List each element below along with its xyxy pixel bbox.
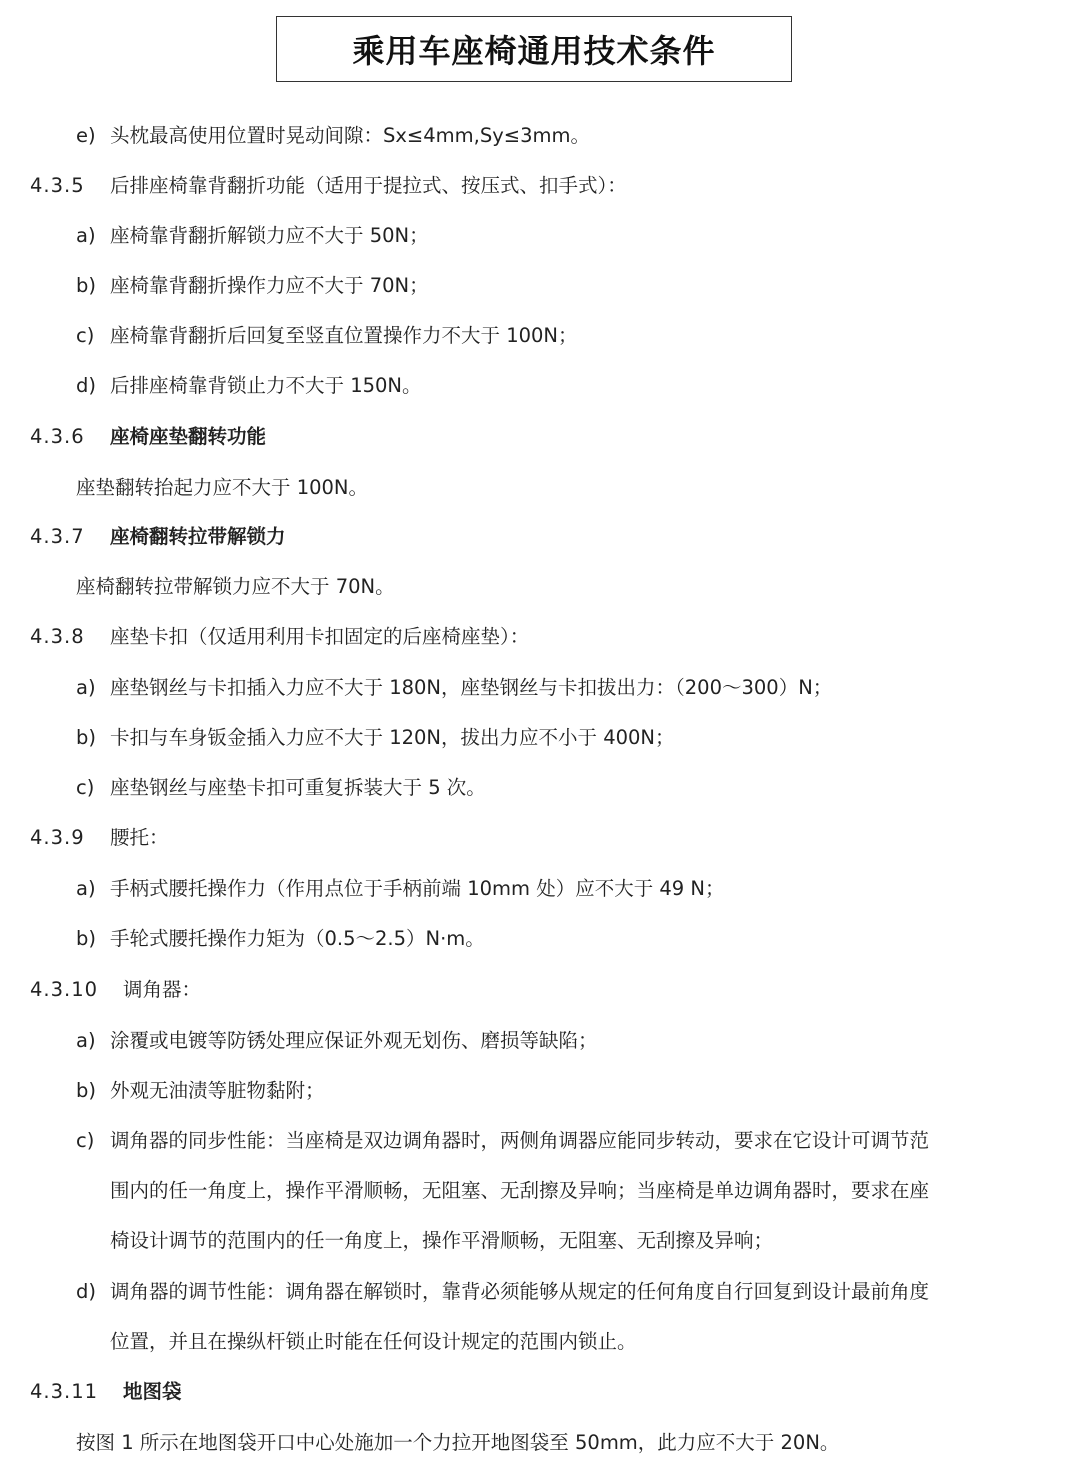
section-number: 4.3.5	[30, 174, 85, 197]
item-text: 座垫钢丝与卡扣插入力应不大于 180N，座垫钢丝与卡扣拔出力：（200～300）N；	[110, 676, 833, 699]
section-title: 后排座椅靠背翻折功能（适用于提拉式、按压式、扣手式）：	[110, 174, 627, 197]
list-item	[76, 372, 422, 400]
paragraph: 座椅翻转拉带解锁力应不大于 70N。	[76, 575, 395, 598]
item-label: e)	[76, 124, 96, 147]
item-label: d)	[76, 374, 96, 397]
section-heading	[30, 623, 529, 651]
item-label: b)	[76, 927, 96, 950]
document-title: 乘用车座椅通用技术条件	[276, 16, 792, 82]
list-item	[76, 1027, 598, 1055]
section-heading	[30, 1378, 182, 1406]
section-title: 座垫卡扣（仅适用利用卡扣固定的后座椅座垫）：	[110, 625, 530, 648]
item-text: 座椅靠背翻折后回复至竖直位置操作力不大于 100N；	[110, 324, 578, 347]
list-item	[76, 774, 486, 802]
section-heading	[30, 976, 201, 1004]
section-heading	[30, 423, 266, 451]
section-title: 座椅座垫翻转功能	[110, 425, 267, 448]
item-label: c)	[76, 1129, 95, 1152]
item-text: 座椅靠背翻折解锁力应不大于 50N；	[110, 224, 429, 247]
section-title: 座椅翻转拉带解锁力	[110, 525, 286, 548]
item-text: 卡扣与车身钣金插入力应不大于 120N，拔出力应不小于 400N；	[110, 726, 675, 749]
item-continuation: 位置，并且在操纵杆锁止时能在任何设计规定的范围内锁止。	[110, 1330, 637, 1353]
item-text: 调角器的同步性能：当座椅是双边调角器时，两侧角调器应能同步转动，要求在它设计可调节范	[110, 1129, 930, 1152]
item-continuation: 椅设计调节的范围内的任一角度上，操作平滑顺畅，无阻塞、无刮擦及异响；	[110, 1229, 774, 1252]
list-item	[76, 724, 675, 752]
section-title: 地图袋	[123, 1380, 182, 1403]
section-title: 调角器：	[123, 978, 202, 1001]
item-text: 调角器的调节性能：调角器在解锁时，靠背必须能够从规定的任何角度自行回复到设计最前角度	[110, 1280, 930, 1303]
item-label: b)	[76, 274, 96, 297]
item-text: 手柄式腰托操作力（作用点位于手柄前端 10mm 处）应不大于 49 N；	[110, 877, 725, 900]
list-item	[76, 925, 485, 953]
list-item	[76, 222, 429, 250]
item-label: c)	[76, 324, 95, 347]
list-item	[76, 322, 578, 350]
list-item	[76, 272, 429, 300]
item-continuation: 围内的任一角度上，操作平滑顺畅，无阻塞、无刮擦及异响；当座椅是单边调角器时，要求在座	[110, 1179, 930, 1202]
section-number: 4.3.9	[30, 826, 85, 849]
section-number: 4.3.11	[30, 1380, 99, 1403]
item-label: d)	[76, 1280, 96, 1303]
section-heading	[30, 523, 286, 551]
section-number: 4.3.6	[30, 425, 85, 448]
paragraph: 按图 1 所示在地图袋开口中心处施加一个力拉开地图袋至 50mm，此力应不大于 20N。	[76, 1431, 840, 1454]
item-label: c)	[76, 776, 95, 799]
item-label: a)	[76, 1029, 96, 1052]
list-item	[76, 122, 590, 150]
section-title: 腰托：	[110, 826, 169, 849]
list-item	[76, 1278, 929, 1306]
item-text: 外观无油渍等脏物黏附；	[110, 1079, 325, 1102]
item-label: a)	[76, 224, 96, 247]
item-label: a)	[76, 676, 96, 699]
item-text: 后排座椅靠背锁止力不大于 150N。	[110, 374, 422, 397]
list-item	[76, 875, 725, 903]
section-number: 4.3.10	[30, 978, 99, 1001]
item-text: 涂覆或电镀等防锈处理应保证外观无划伤、磨损等缺陷；	[110, 1029, 598, 1052]
section-number: 4.3.7	[30, 525, 85, 548]
list-item	[76, 674, 832, 702]
paragraph: 座垫翻转抬起力应不大于 100N。	[76, 476, 369, 499]
item-text: 座垫钢丝与座垫卡扣可重复拆装大于 5 次。	[110, 776, 486, 799]
item-label: b)	[76, 1079, 96, 1102]
list-item	[76, 1077, 325, 1105]
item-text: 手轮式腰托操作力矩为（0.5～2.5）N·m。	[110, 927, 485, 950]
list-item	[76, 1127, 929, 1155]
item-label: a)	[76, 877, 96, 900]
section-heading	[30, 172, 627, 200]
item-text: 座椅靠背翻折操作力应不大于 70N；	[110, 274, 429, 297]
section-number: 4.3.8	[30, 625, 85, 648]
section-heading	[30, 824, 169, 852]
item-text: 头枕最高使用位置时晃动间隙：Sx≤4mm,Sy≤3mm。	[110, 124, 591, 147]
item-label: b)	[76, 726, 96, 749]
